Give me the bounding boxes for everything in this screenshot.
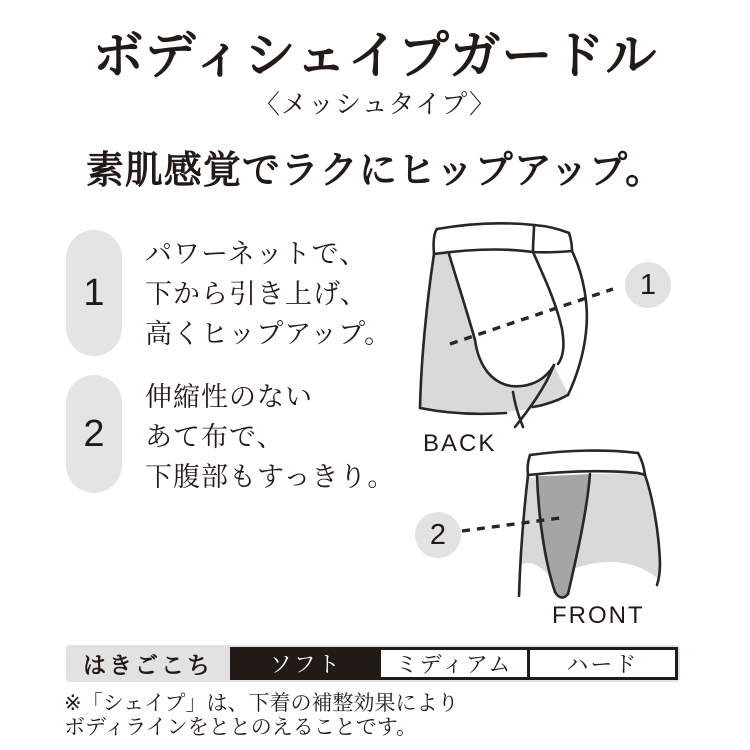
comfort-scale-label: はきごこち [83, 652, 213, 678]
footnote-line-2: ボディラインをととのえることです。 [64, 716, 418, 739]
feature-2-line-3: 下腹部もすっきり。 [145, 462, 396, 492]
feature-1-line-3: 高くヒップアップ。 [145, 319, 393, 349]
footnote-line-1: ※「シェイプ」は、下着の補整効果により [64, 692, 459, 715]
girdle-back-illustration [405, 220, 645, 432]
feature-2-line-1: 伸縮性のない [145, 382, 313, 412]
scale-option-soft: ソフト [233, 650, 378, 677]
callout-circle-2: 2 [415, 512, 461, 558]
comfort-scale [66, 645, 680, 682]
front-view-label: FRONT [552, 602, 645, 629]
page-subtitle: 〈メッシュタイプ〉 [254, 90, 496, 119]
tagline: 素肌感覚でラクにヒップアップ。 [85, 150, 665, 192]
feature-1-number-pill: 1 [66, 230, 122, 356]
feature-2-number-pill: 2 [66, 375, 122, 493]
comfort-scale-options [230, 647, 678, 680]
footnote [64, 692, 459, 740]
feature-1-text [145, 234, 392, 354]
scale-option-hard: ハード [527, 650, 675, 677]
back-view-label: BACK [423, 430, 497, 457]
page-title: ボディシェイプガードル [92, 29, 658, 85]
callout-2-dashed-line [462, 518, 560, 531]
callout-circle-1: 1 [625, 262, 671, 308]
feature-2-text [145, 377, 395, 497]
scale-option-medium: ミディアム [378, 650, 526, 677]
feature-1-line-2: 下から引き上げ、 [145, 279, 368, 309]
feature-1-line-1: パワーネットで、 [145, 239, 368, 269]
feature-2-line-2: あて布で、 [145, 422, 285, 452]
callout-1-dashed-line [450, 289, 613, 344]
girdle-front-illustration [460, 448, 695, 610]
